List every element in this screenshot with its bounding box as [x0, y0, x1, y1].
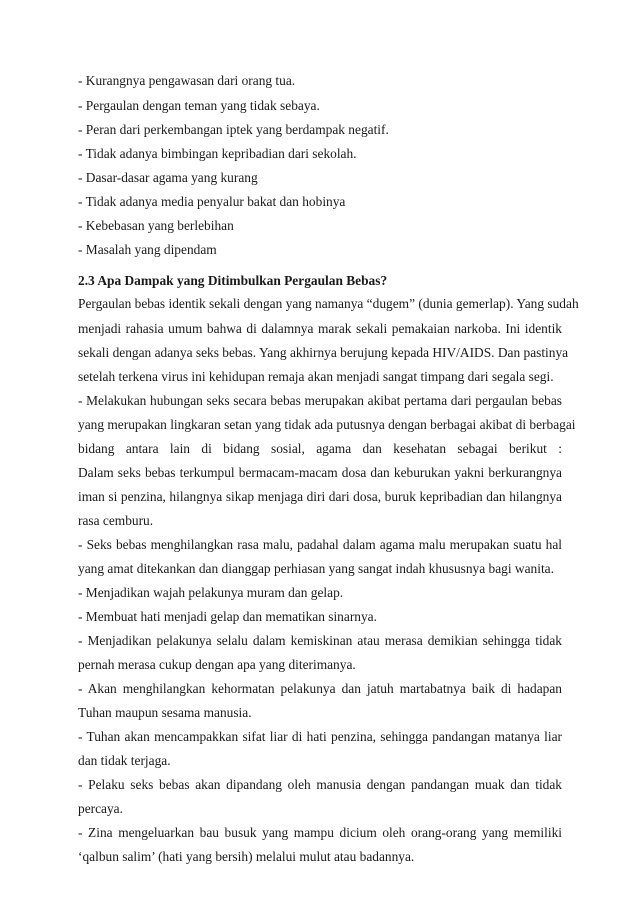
factor-item: - Kurangnya pengawasan dari orang tua. — [78, 73, 296, 88]
body-line: - Tuhan akan mencampakkan sifat liar di hati penzina, sehingga pandangan matanya liar — [78, 729, 562, 744]
body-line: ‘qalbun salim’ (hati yang bersih) melalui mulut atau badannya. — [78, 849, 415, 864]
body-line: - Seks bebas menghilangkan rasa malu, padahal dalam agama malu merupakan suatu hal — [78, 537, 562, 552]
body-line: - Akan menghilangkan kehormatan pelakunya dan jatuh martabatnya baik di hadapan — [78, 681, 562, 696]
body-line: Pergaulan bebas identik sekali dengan yang namanya “dugem” (dunia gemerlap). Yang sudah — [78, 296, 579, 311]
body-line: - Zina mengeluarkan bau busuk yang mampu dicium oleh orang-orang yang memiliki — [78, 825, 562, 840]
body-line: percaya. — [78, 801, 123, 816]
body-line: - Menjadikan pelakunya selalu dalam kemiskinan atau merasa demikian sehingga tidak — [78, 633, 562, 648]
factor-item: - Pergaulan dengan teman yang tidak sebaya. — [78, 98, 320, 113]
factor-item: - Tidak adanya bimbingan kepribadian dari sekolah. — [78, 146, 357, 161]
factor-item: - Peran dari perkembangan iptek yang berdampak negatif. — [78, 122, 389, 137]
body-line: menjadi rahasia umum bahwa di dalamnya marak sekali pemakaian narkoba. Ini identik — [78, 321, 562, 336]
body-line: yang merupakan lingkaran setan yang tidak ada putusnya dengan berbagai akibat di berbagai — [78, 417, 576, 432]
body-line: - Membuat hati menjadi gelap dan mematikan sinarnya. — [78, 609, 377, 624]
factor-item: - Tidak adanya media penyalur bakat dan hobinya — [78, 194, 346, 209]
factor-item: - Dasar-dasar agama yang kurang — [78, 170, 258, 185]
body-line: - Pelaku seks bebas akan dipandang oleh manusia dengan pandangan muak dan tidak — [78, 777, 562, 792]
body-line: Dalam seks bebas terkumpul bermacam-macam dosa dan keburukan yakni berkurangnya — [78, 465, 562, 480]
body-line: pernah merasa cukup dengan apa yang diterimanya. — [78, 657, 356, 672]
body-line: Tuhan maupun sesama manusia. — [78, 705, 252, 720]
body-line: yang amat ditekankan dan dianggap perhiasan yang sangat indah khususnya bagi wanita. — [78, 561, 554, 576]
factor-item: - Masalah yang dipendam — [78, 242, 217, 257]
body-line: - Menjadikan wajah pelakunya muram dan gelap. — [78, 585, 344, 600]
section-heading: 2.3 Apa Dampak yang Ditimbulkan Pergaulan Bebas? — [78, 273, 388, 288]
body-line: sekali dengan adanya seks bebas. Yang akhirnya berujung kepada HIV/AIDS. Dan pastinya — [78, 345, 569, 360]
factor-item: - Kebebasan yang berlebihan — [78, 218, 234, 233]
body-line: rasa cemburu. — [78, 513, 154, 528]
body-line: iman si penzina, hilangnya sikap menjaga diri dari dosa, buruk kepribadian dan hilangnya — [78, 489, 562, 504]
body-line: bidang antara lain di bidang sosial, agama dan kesehatan sebagai berikut : — [78, 441, 562, 456]
body-line: setelah terkena virus ini kehidupan remaja akan menjadi sangat timpang dari segala segi. — [78, 369, 554, 384]
body-line: dan tidak terjaga. — [78, 753, 171, 768]
body-line: - Melakukan hubungan seks secara bebas merupakan akibat pertama dari pergaulan bebas — [78, 393, 562, 408]
